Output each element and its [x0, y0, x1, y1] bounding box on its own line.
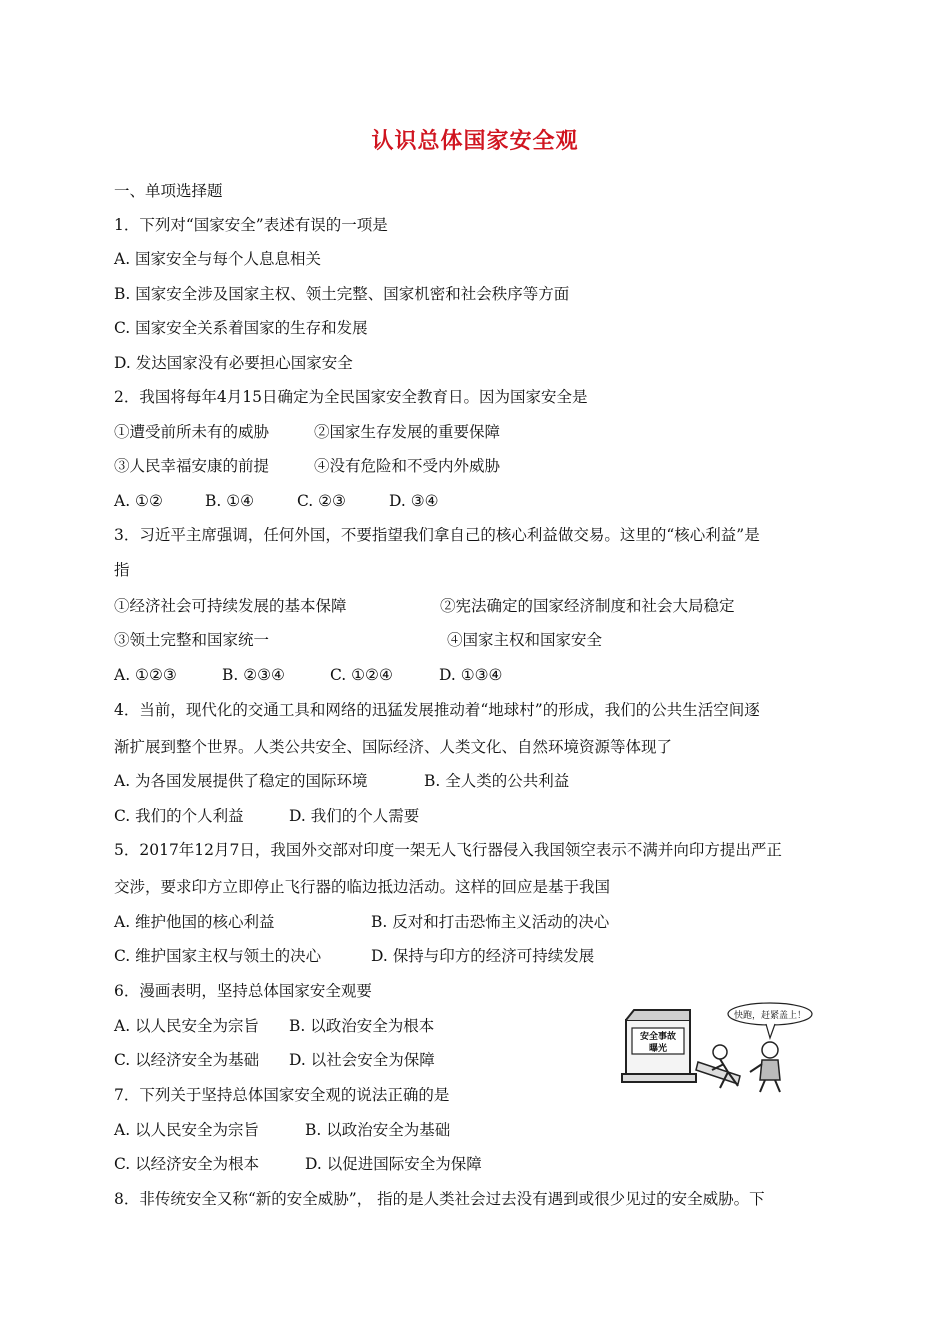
question-2-stem: 2．我国将每年4月15日确定为全民国家安全教育日。因为国家安全是: [114, 388, 588, 406]
question-1-stem: 1．下列对“国家安全”表述有误的一项是: [114, 216, 388, 234]
question-4-option-d: D. 我们的个人需要: [289, 807, 420, 825]
question-2-option-c: C. ②③: [297, 492, 346, 510]
question-4-stem-line-2: 渐扩展到整个世界。人类公共安全、国际经济、人类文化、自然环境资源等体现了: [114, 738, 673, 756]
question-4-option-b: B. 全人类的公共利益: [424, 772, 570, 790]
question-4-option-a: A. 为各国发展提供了稳定的国际环境: [114, 772, 368, 790]
question-3-option-c: C. ①②④: [330, 666, 393, 684]
question-8-stem: 8．非传统安全又称“新的安全威胁”， 指的是人类社会过去没有遇到或很少见过的安全威胁。下: [114, 1190, 765, 1208]
question-3-statement-4: ④国家主权和国家安全: [447, 631, 603, 649]
cartoon-box-base: [622, 1074, 696, 1082]
question-2-statement-1: ①遭受前所未有的威胁: [114, 423, 270, 441]
question-5-stem-line-1: 5．2017年12月7日，我国外交部对印度一架无人飞行器侵入我国领空表示不满并向印方提出严正: [114, 841, 782, 859]
cartoon-illustration: [620, 1000, 814, 1094]
question-2-statement-3: ③人民幸福安康的前提: [114, 457, 270, 475]
question-2-option-b: B. ①④: [205, 492, 255, 510]
cartoon-figure-2-head: [762, 1042, 778, 1058]
question-6-option-c: C. 以经济安全为基础: [114, 1051, 260, 1069]
question-3-stem-line-1: 3．习近平主席强调，任何外国，不要指望我们拿自己的核心利益做交易。这里的“核心利益”是: [114, 526, 760, 544]
question-5-option-d: D. 保持与印方的经济可持续发展: [371, 947, 595, 965]
question-1-option-d: D. 发达国家没有必要担心国家安全: [114, 354, 353, 372]
question-6-option-d: D. 以社会安全为保障: [289, 1051, 435, 1069]
cartoon-speech-tail: [766, 1024, 775, 1038]
question-7-option-d: D. 以促进国际安全为保障: [305, 1155, 482, 1173]
question-5-stem-line-2: 交涉，要求印方立即停止飞行器的临边抵边活动。这样的回应是基于我国: [114, 878, 611, 896]
cartoon-sign-line-2: 曝光: [648, 1044, 668, 1054]
question-5-option-a: A. 维护他国的核心利益: [114, 913, 275, 931]
question-3-statement-2: ②宪法确定的国家经济制度和社会大局稳定: [440, 597, 735, 615]
question-6-option-b: B. 以政治安全为根本: [289, 1017, 435, 1035]
question-6-option-a: A. 以人民安全为宗旨: [114, 1017, 260, 1035]
question-2-option-d: D. ③④: [389, 492, 439, 510]
question-2-statement-4: ④没有危险和不受内外威胁: [314, 457, 501, 475]
question-3-statement-3: ③领土完整和国家统一: [114, 631, 270, 649]
question-6-stem: 6．漫画表明，坚持总体国家安全观要: [114, 982, 372, 1000]
question-2-option-a: A. ①②: [114, 492, 163, 510]
cartoon-sign-line-1: 安全事故: [639, 1032, 677, 1042]
question-3-option-a: A. ①②③: [114, 666, 177, 684]
question-3-option-b: B. ②③④: [222, 666, 285, 684]
page-title: 认识总体国家安全观: [371, 128, 579, 154]
cartoon-speech-text: 快跑，赶紧盖上！: [733, 1011, 807, 1021]
question-5-option-c: C. 维护国家主权与领土的决心: [114, 947, 322, 965]
question-7-stem: 7．下列关于坚持总体国家安全观的说法正确的是: [114, 1086, 450, 1104]
question-4-stem-line-1: 4．当前，现代化的交通工具和网络的迅猛发展推动着“地球村”的形成，我们的公共生活空间逐: [114, 701, 760, 719]
question-4-option-c: C. 我们的个人利益: [114, 807, 244, 825]
question-1-option-b: B. 国家安全涉及国家主权、领土完整、国家机密和社会秩序等方面: [114, 285, 570, 303]
question-3-stem-line-2: 指: [114, 561, 130, 579]
question-3-option-d: D. ①③④: [439, 666, 503, 684]
question-5-option-b: B. 反对和打击恐怖主义活动的决心: [371, 913, 610, 931]
question-7-option-a: A. 以人民安全为宗旨: [114, 1121, 260, 1139]
cartoon-figure-1-head: [713, 1045, 727, 1059]
question-1-option-c: C. 国家安全关系着国家的生存和发展: [114, 319, 368, 337]
question-7-option-c: C. 以经济安全为根本: [114, 1155, 260, 1173]
question-2-statement-2: ②国家生存发展的重要保障: [314, 423, 501, 441]
cartoon-figure-2-body: [760, 1060, 780, 1080]
question-3-statement-1: ①经济社会可持续发展的基本保障: [114, 597, 347, 615]
cartoon-box-lid: [626, 1010, 690, 1020]
section-heading: 一、单项选择题: [114, 182, 223, 200]
question-1-option-a: A. 国家安全与每个人息息相关: [114, 250, 322, 268]
question-7-option-b: B. 以政治安全为基础: [305, 1121, 451, 1139]
